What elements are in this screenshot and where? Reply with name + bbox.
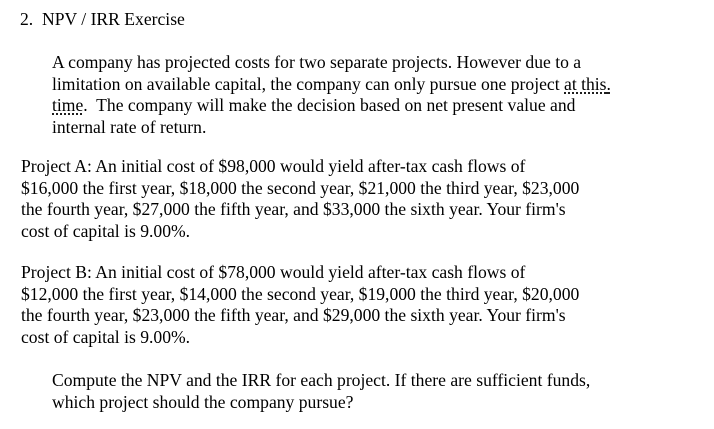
intro-line: internal rate of return. bbox=[52, 116, 207, 137]
question-paragraph bbox=[52, 370, 702, 413]
project-b-line: $12,000 the first year, $14,000 the second year, $19,000 the third year, $20,000 bbox=[21, 283, 580, 304]
project-a-line: cost of capital is 9.00%. bbox=[21, 220, 191, 241]
project-a-line: $16,000 the first year, $18,000 the second year, $21,000 the third year, $23,000 bbox=[21, 177, 580, 198]
intro-line: time. The company will make the decision based on net present value and bbox=[52, 95, 576, 115]
section-number: 2. bbox=[20, 9, 34, 29]
intro-line-text: The company will make the decision based on net present value and bbox=[96, 95, 576, 115]
project-b-line: Project B: An initial cost of $78,000 would yield after-tax cash flows of bbox=[21, 262, 526, 282]
project-b-line: the fourth year, $23,000 the fifth year, and $29,000 the sixth year. Your firm's bbox=[21, 305, 566, 325]
intro-line bbox=[52, 74, 702, 96]
intro-paragraph bbox=[52, 52, 702, 138]
question-line: which project should the company pursue? bbox=[52, 391, 354, 412]
flagged-punctuation: . bbox=[606, 73, 611, 94]
flagged-phrase[interactable]: at this bbox=[564, 73, 607, 94]
project-a-line: the fourth year, $27,000 the fifth year, and $33,000 the sixth year. Your firm's bbox=[21, 199, 566, 219]
project-a-line: Project A: An initial cost of $98,000 would yield after-tax cash flows of bbox=[21, 156, 526, 176]
flagged-phrase[interactable]: time bbox=[52, 95, 84, 115]
project-b-line: cost of capital is 9.00%. bbox=[21, 326, 191, 347]
project-a-paragraph bbox=[21, 156, 714, 242]
project-b-paragraph bbox=[21, 262, 714, 348]
section-heading bbox=[20, 9, 185, 31]
question-line: Compute the NPV and the IRR for each project. If there are sufficient funds, bbox=[52, 370, 591, 390]
section-title: NPV / IRR Exercise bbox=[42, 9, 185, 29]
intro-line: A company has projected costs for two separate projects. However due to a bbox=[52, 52, 582, 72]
intro-line-text: limitation on available capital, the company can only pursue one project bbox=[52, 73, 560, 94]
